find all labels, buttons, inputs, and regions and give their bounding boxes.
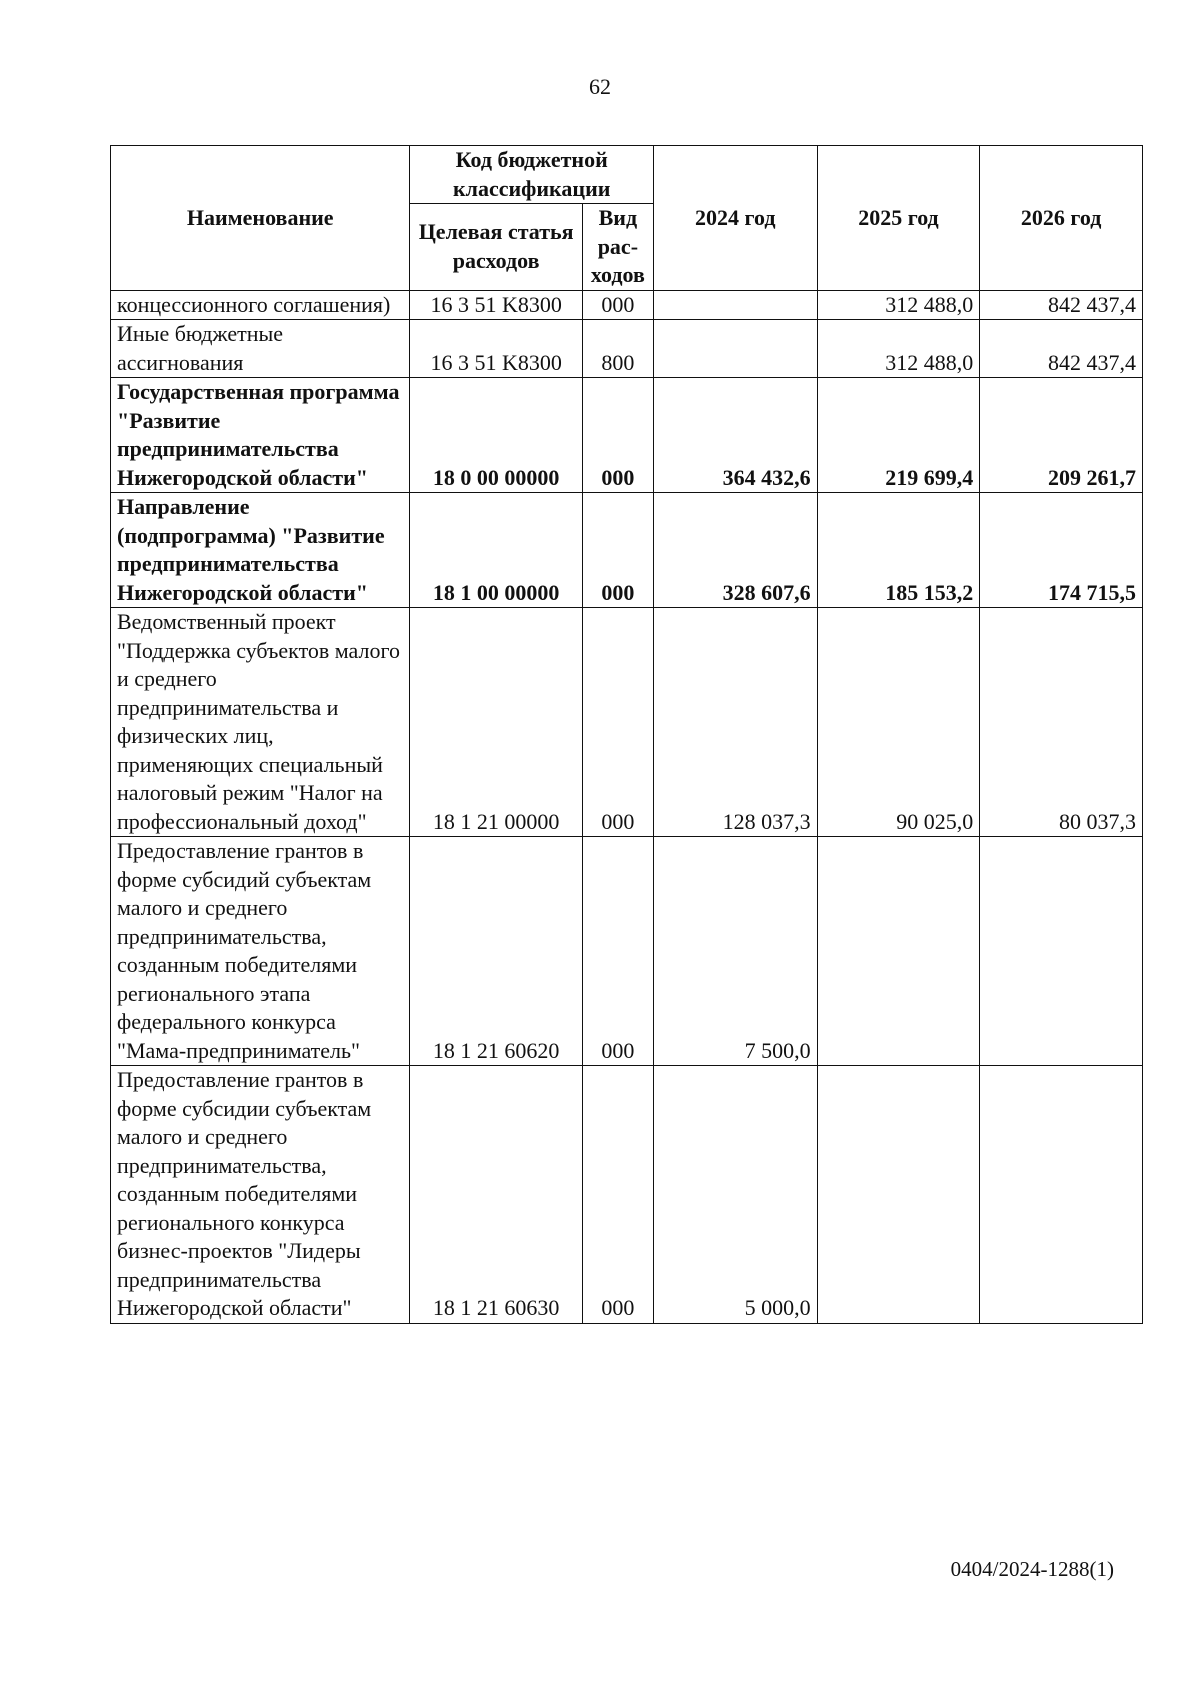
row-2026-cell: 842 437,4 <box>980 320 1143 378</box>
row-kind-cell: 000 <box>582 378 653 493</box>
row-2025-cell <box>817 1066 980 1324</box>
row-2024-cell <box>653 320 817 378</box>
budget-table <box>110 145 1143 1324</box>
header-2025: 2025 год <box>817 146 980 291</box>
row-code-cell: 18 1 00 00000 <box>410 493 582 608</box>
table-row <box>111 493 1143 608</box>
row-code-cell: 16 3 51 K8300 <box>410 320 582 378</box>
row-kind-cell: 800 <box>582 320 653 378</box>
table-row <box>111 320 1143 378</box>
table-header <box>111 146 1143 291</box>
header-2026: 2026 год <box>980 146 1143 291</box>
row-2024-cell: 364 432,6 <box>653 378 817 493</box>
header-2024: 2024 год <box>653 146 817 291</box>
table-row <box>111 608 1143 837</box>
row-name-cell: Направление (подпрограмма) "Развитие предпринимательства Нижегородской области" <box>111 493 410 608</box>
row-2024-cell: 128 037,3 <box>653 608 817 837</box>
row-2025-cell: 185 153,2 <box>817 493 980 608</box>
row-code-cell: 18 0 00 00000 <box>410 378 582 493</box>
row-code-cell: 18 1 21 00000 <box>410 608 582 837</box>
row-code-cell: 16 3 51 K8300 <box>410 290 582 320</box>
header-expense-kind: Вид рас-ходов <box>582 204 653 291</box>
table-row <box>111 1066 1143 1324</box>
row-name-cell: концессионного соглашения) <box>111 290 410 320</box>
row-name-cell: Ведомственный проект "Поддержка субъектов малого и среднего предпринимательства и физических лиц, применяющих специальный налоговый режим "Налог на профессиональный доход" <box>111 608 410 837</box>
row-2026-cell <box>980 1066 1143 1324</box>
row-2026-cell: 842 437,4 <box>980 290 1143 320</box>
header-name: Наименование <box>111 146 410 291</box>
row-name-cell: Предоставление грантов в форме субсидии субъектам малого и среднего предпринимательства, созданным победителями регионального конкурса бизнес-проектов "Лидеры предпринимательства Нижегородской области" <box>111 1066 410 1324</box>
row-name-cell: Государственная программа "Развитие предпринимательства Нижегородской области" <box>111 378 410 493</box>
row-kind-cell: 000 <box>582 837 653 1066</box>
row-name-cell: Иные бюджетные ассигнования <box>111 320 410 378</box>
document-number: 0404/2024-1288(1) <box>950 1557 1114 1581</box>
row-2024-cell <box>653 290 817 320</box>
table-row <box>111 378 1143 493</box>
row-2026-cell: 80 037,3 <box>980 608 1143 837</box>
header-target-article: Целевая статья расходов <box>410 204 582 291</box>
row-kind-cell: 000 <box>582 290 653 320</box>
row-name-cell: Предоставление грантов в форме субсидий субъектам малого и среднего предпринимательства, созданным победителями регионального этапа федерального конкурса "Мама-предприниматель" <box>111 837 410 1066</box>
row-2026-cell <box>980 837 1143 1066</box>
header-code-group: Код бюджетной классификации <box>410 146 653 204</box>
row-2025-cell: 219 699,4 <box>817 378 980 493</box>
row-kind-cell: 000 <box>582 608 653 837</box>
row-2025-cell <box>817 837 980 1066</box>
row-kind-cell: 000 <box>582 493 653 608</box>
row-2025-cell: 312 488,0 <box>817 290 980 320</box>
row-2026-cell: 209 261,7 <box>980 378 1143 493</box>
row-2025-cell: 312 488,0 <box>817 320 980 378</box>
row-2026-cell: 174 715,5 <box>980 493 1143 608</box>
row-code-cell: 18 1 21 60630 <box>410 1066 582 1324</box>
row-2024-cell: 328 607,6 <box>653 493 817 608</box>
table-row <box>111 837 1143 1066</box>
table-body <box>111 290 1143 1323</box>
page-number: 62 <box>589 74 611 99</box>
row-2025-cell: 90 025,0 <box>817 608 980 837</box>
table-row <box>111 290 1143 320</box>
row-2024-cell: 5 000,0 <box>653 1066 817 1324</box>
row-2024-cell: 7 500,0 <box>653 837 817 1066</box>
row-code-cell: 18 1 21 60620 <box>410 837 582 1066</box>
row-kind-cell: 000 <box>582 1066 653 1324</box>
